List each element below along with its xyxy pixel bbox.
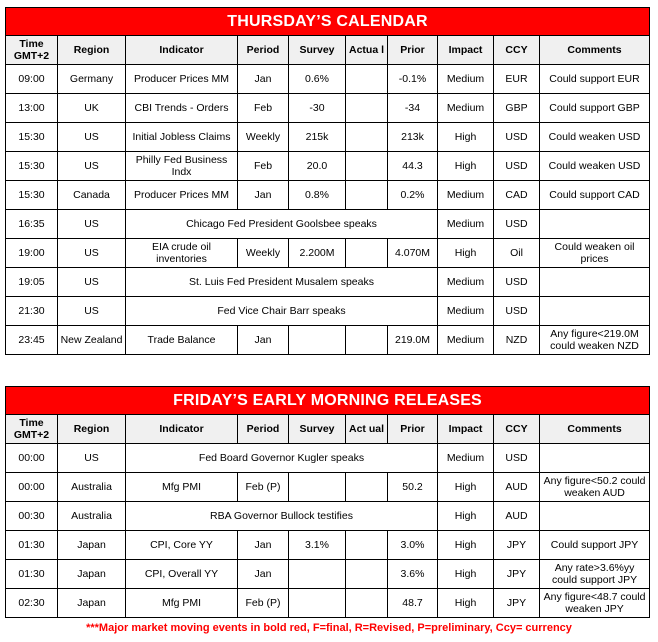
cell-impact: Medium	[438, 94, 494, 123]
cell-prior: 213k	[388, 123, 438, 152]
cell-time: 02:30	[6, 589, 58, 618]
cell-time: 00:00	[6, 473, 58, 502]
column-header-time: Time GMT+2	[6, 415, 58, 444]
cell-indicator: Initial Jobless Claims	[126, 123, 238, 152]
column-header-comments: Comments	[540, 415, 650, 444]
cell-ccy: GBP	[494, 94, 540, 123]
cell-time: 09:00	[6, 65, 58, 94]
cell-impact: Medium	[438, 326, 494, 355]
cell-time: 19:00	[6, 239, 58, 268]
table-row	[6, 65, 650, 94]
cell-impact: Medium	[438, 297, 494, 326]
cell-time: 01:30	[6, 560, 58, 589]
cell-impact: Medium	[438, 181, 494, 210]
cell-comments: Any figure<48.7 could weaken JPY	[540, 589, 650, 618]
cell-actual	[346, 560, 388, 589]
table-row	[6, 181, 650, 210]
cell-ccy: AUD	[494, 502, 540, 531]
table-row	[6, 560, 650, 589]
thursday-rows	[6, 65, 650, 355]
cell-region: US	[58, 152, 126, 181]
cell-survey: 3.1%	[289, 531, 346, 560]
column-header-impact: Impact	[438, 415, 494, 444]
cell-period: Jan	[238, 326, 289, 355]
cell-comments: Any figure<50.2 could weaken AUD	[540, 473, 650, 502]
cell-ccy: Oil	[494, 239, 540, 268]
table-row	[6, 239, 650, 268]
cell-impact: High	[438, 560, 494, 589]
cell-impact: High	[438, 473, 494, 502]
cell-region: New Zealand	[58, 326, 126, 355]
table-row	[6, 531, 650, 560]
cell-region: Japan	[58, 589, 126, 618]
cell-survey: 215k	[289, 123, 346, 152]
cell-ccy: JPY	[494, 531, 540, 560]
cell-time: 15:30	[6, 181, 58, 210]
cell-ccy: AUD	[494, 473, 540, 502]
cell-comments: Could support JPY	[540, 531, 650, 560]
cell-prior: 3.0%	[388, 531, 438, 560]
cell-comments: Could weaken oil prices	[540, 239, 650, 268]
cell-impact: High	[438, 502, 494, 531]
table-row	[6, 210, 650, 239]
cell-actual	[346, 152, 388, 181]
cell-time: 19:05	[6, 268, 58, 297]
cell-comments: Could support GBP	[540, 94, 650, 123]
cell-region: US	[58, 268, 126, 297]
cell-indicator: Producer Prices MM	[126, 181, 238, 210]
cell-indicator: CPI, Overall YY	[126, 560, 238, 589]
table-row	[6, 589, 650, 618]
cell-region: US	[58, 297, 126, 326]
cell-region: US	[58, 239, 126, 268]
cell-actual	[346, 589, 388, 618]
column-header-period: Period	[238, 415, 289, 444]
cell-ccy: EUR	[494, 65, 540, 94]
cell-region: US	[58, 123, 126, 152]
cell-comments	[540, 268, 650, 297]
cell-event: Fed Vice Chair Barr speaks	[126, 297, 438, 326]
thursday-calendar-table	[5, 7, 650, 355]
cell-prior: 44.3	[388, 152, 438, 181]
cell-comments: Any rate>3.6%yy could support JPY	[540, 560, 650, 589]
cell-prior: 0.2%	[388, 181, 438, 210]
cell-period: Feb (P)	[238, 589, 289, 618]
column-header-indicator: Indicator	[126, 415, 238, 444]
table-row	[6, 268, 650, 297]
cell-actual	[346, 65, 388, 94]
cell-comments	[540, 444, 650, 473]
cell-survey: -30	[289, 94, 346, 123]
cell-survey	[289, 326, 346, 355]
cell-impact: Medium	[438, 210, 494, 239]
cell-event: St. Luis Fed President Musalem speaks	[126, 268, 438, 297]
cell-ccy: USD	[494, 297, 540, 326]
column-header-region: Region	[58, 36, 126, 65]
cell-period: Feb (P)	[238, 473, 289, 502]
cell-region: US	[58, 444, 126, 473]
friday-rows	[6, 444, 650, 618]
cell-ccy: USD	[494, 123, 540, 152]
cell-actual	[346, 123, 388, 152]
cell-survey: 2.200M	[289, 239, 346, 268]
cell-ccy: CAD	[494, 181, 540, 210]
cell-indicator: Mfg PMI	[126, 589, 238, 618]
table-row	[6, 326, 650, 355]
cell-time: 15:30	[6, 152, 58, 181]
cell-indicator: EIA crude oil inventories	[126, 239, 238, 268]
cell-period: Jan	[238, 65, 289, 94]
cell-impact: High	[438, 589, 494, 618]
column-header-impact: Impact	[438, 36, 494, 65]
column-header-survey: Survey	[289, 415, 346, 444]
cell-indicator: Trade Balance	[126, 326, 238, 355]
cell-region: UK	[58, 94, 126, 123]
cell-region: Canada	[58, 181, 126, 210]
cell-prior: -34	[388, 94, 438, 123]
cell-period: Jan	[238, 560, 289, 589]
cell-survey: 0.6%	[289, 65, 346, 94]
cell-prior: 48.7	[388, 589, 438, 618]
header-row-2	[6, 415, 650, 444]
column-header-actual: Actua l	[346, 36, 388, 65]
cell-period: Weekly	[238, 239, 289, 268]
cell-event: Fed Board Governor Kugler speaks	[126, 444, 438, 473]
cell-period: Weekly	[238, 123, 289, 152]
column-header-period: Period	[238, 36, 289, 65]
table-row	[6, 94, 650, 123]
cell-region: Australia	[58, 473, 126, 502]
cell-region: US	[58, 210, 126, 239]
column-header-comments: Comments	[540, 36, 650, 65]
cell-comments: Any figure<219.0M could weaken NZD	[540, 326, 650, 355]
column-header-actual: Act ual	[346, 415, 388, 444]
cell-comments: Could support EUR	[540, 65, 650, 94]
column-header-ccy: CCY	[494, 36, 540, 65]
cell-prior: 3.6%	[388, 560, 438, 589]
cell-survey	[289, 589, 346, 618]
cell-time: 23:45	[6, 326, 58, 355]
cell-time: 01:30	[6, 531, 58, 560]
column-header-prior: Prior	[388, 36, 438, 65]
cell-impact: Medium	[438, 268, 494, 297]
cell-time: 00:30	[6, 502, 58, 531]
cell-comments: Could support CAD	[540, 181, 650, 210]
cell-actual	[346, 326, 388, 355]
thursday-title: THURSDAY’S CALENDAR	[6, 8, 650, 36]
cell-indicator: CBI Trends - Orders	[126, 94, 238, 123]
cell-comments	[540, 210, 650, 239]
column-header-region: Region	[58, 415, 126, 444]
cell-region: Japan	[58, 560, 126, 589]
cell-time: 00:00	[6, 444, 58, 473]
cell-prior: 50.2	[388, 473, 438, 502]
cell-ccy: USD	[494, 268, 540, 297]
cell-event: Chicago Fed President Goolsbee speaks	[126, 210, 438, 239]
footer-note: ***Major market moving events in bold red, F=final, R=Revised, P=preliminary, Ccy= currency	[86, 622, 572, 634]
column-header-indicator: Indicator	[126, 36, 238, 65]
cell-time: 16:35	[6, 210, 58, 239]
cell-period: Jan	[238, 181, 289, 210]
cell-region: Australia	[58, 502, 126, 531]
cell-ccy: USD	[494, 152, 540, 181]
column-header-prior: Prior	[388, 415, 438, 444]
cell-comments: Could weaken USD	[540, 152, 650, 181]
cell-comments	[540, 502, 650, 531]
cell-survey	[289, 560, 346, 589]
cell-impact: High	[438, 531, 494, 560]
cell-impact: Medium	[438, 444, 494, 473]
cell-actual	[346, 94, 388, 123]
cell-indicator: CPI, Core YY	[126, 531, 238, 560]
table-row	[6, 297, 650, 326]
cell-actual	[346, 473, 388, 502]
table-row	[6, 123, 650, 152]
cell-impact: High	[438, 123, 494, 152]
cell-ccy: USD	[494, 444, 540, 473]
table-row	[6, 473, 650, 502]
cell-time: 21:30	[6, 297, 58, 326]
cell-prior: -0.1%	[388, 65, 438, 94]
cell-survey: 0.8%	[289, 181, 346, 210]
cell-ccy: JPY	[494, 560, 540, 589]
cell-prior: 4.070M	[388, 239, 438, 268]
cell-ccy: USD	[494, 210, 540, 239]
cell-time: 15:30	[6, 123, 58, 152]
cell-actual	[346, 531, 388, 560]
column-header-survey: Survey	[289, 36, 346, 65]
cell-indicator: Producer Prices MM	[126, 65, 238, 94]
cell-survey: 20.0	[289, 152, 346, 181]
cell-impact: Medium	[438, 65, 494, 94]
cell-actual	[346, 181, 388, 210]
header-row	[6, 36, 650, 65]
cell-prior: 219.0M	[388, 326, 438, 355]
cell-comments: Could weaken USD	[540, 123, 650, 152]
cell-event: RBA Governor Bullock testifies	[126, 502, 438, 531]
cell-period: Jan	[238, 531, 289, 560]
table-row	[6, 444, 650, 473]
column-header-time: Time GMT+2	[6, 36, 58, 65]
cell-time: 13:00	[6, 94, 58, 123]
cell-ccy: JPY	[494, 589, 540, 618]
cell-actual	[346, 239, 388, 268]
friday-releases-table	[5, 386, 650, 618]
cell-ccy: NZD	[494, 326, 540, 355]
table-row	[6, 502, 650, 531]
friday-title: FRIDAY’S EARLY MORNING RELEASES	[6, 387, 650, 415]
table-row	[6, 152, 650, 181]
cell-region: Japan	[58, 531, 126, 560]
column-header-ccy: CCY	[494, 415, 540, 444]
cell-impact: High	[438, 239, 494, 268]
cell-impact: High	[438, 152, 494, 181]
cell-period: Feb	[238, 152, 289, 181]
cell-survey	[289, 473, 346, 502]
cell-period: Feb	[238, 94, 289, 123]
cell-region: Germany	[58, 65, 126, 94]
cell-comments	[540, 297, 650, 326]
cell-indicator: Philly Fed Business Indx	[126, 152, 238, 181]
cell-indicator: Mfg PMI	[126, 473, 238, 502]
